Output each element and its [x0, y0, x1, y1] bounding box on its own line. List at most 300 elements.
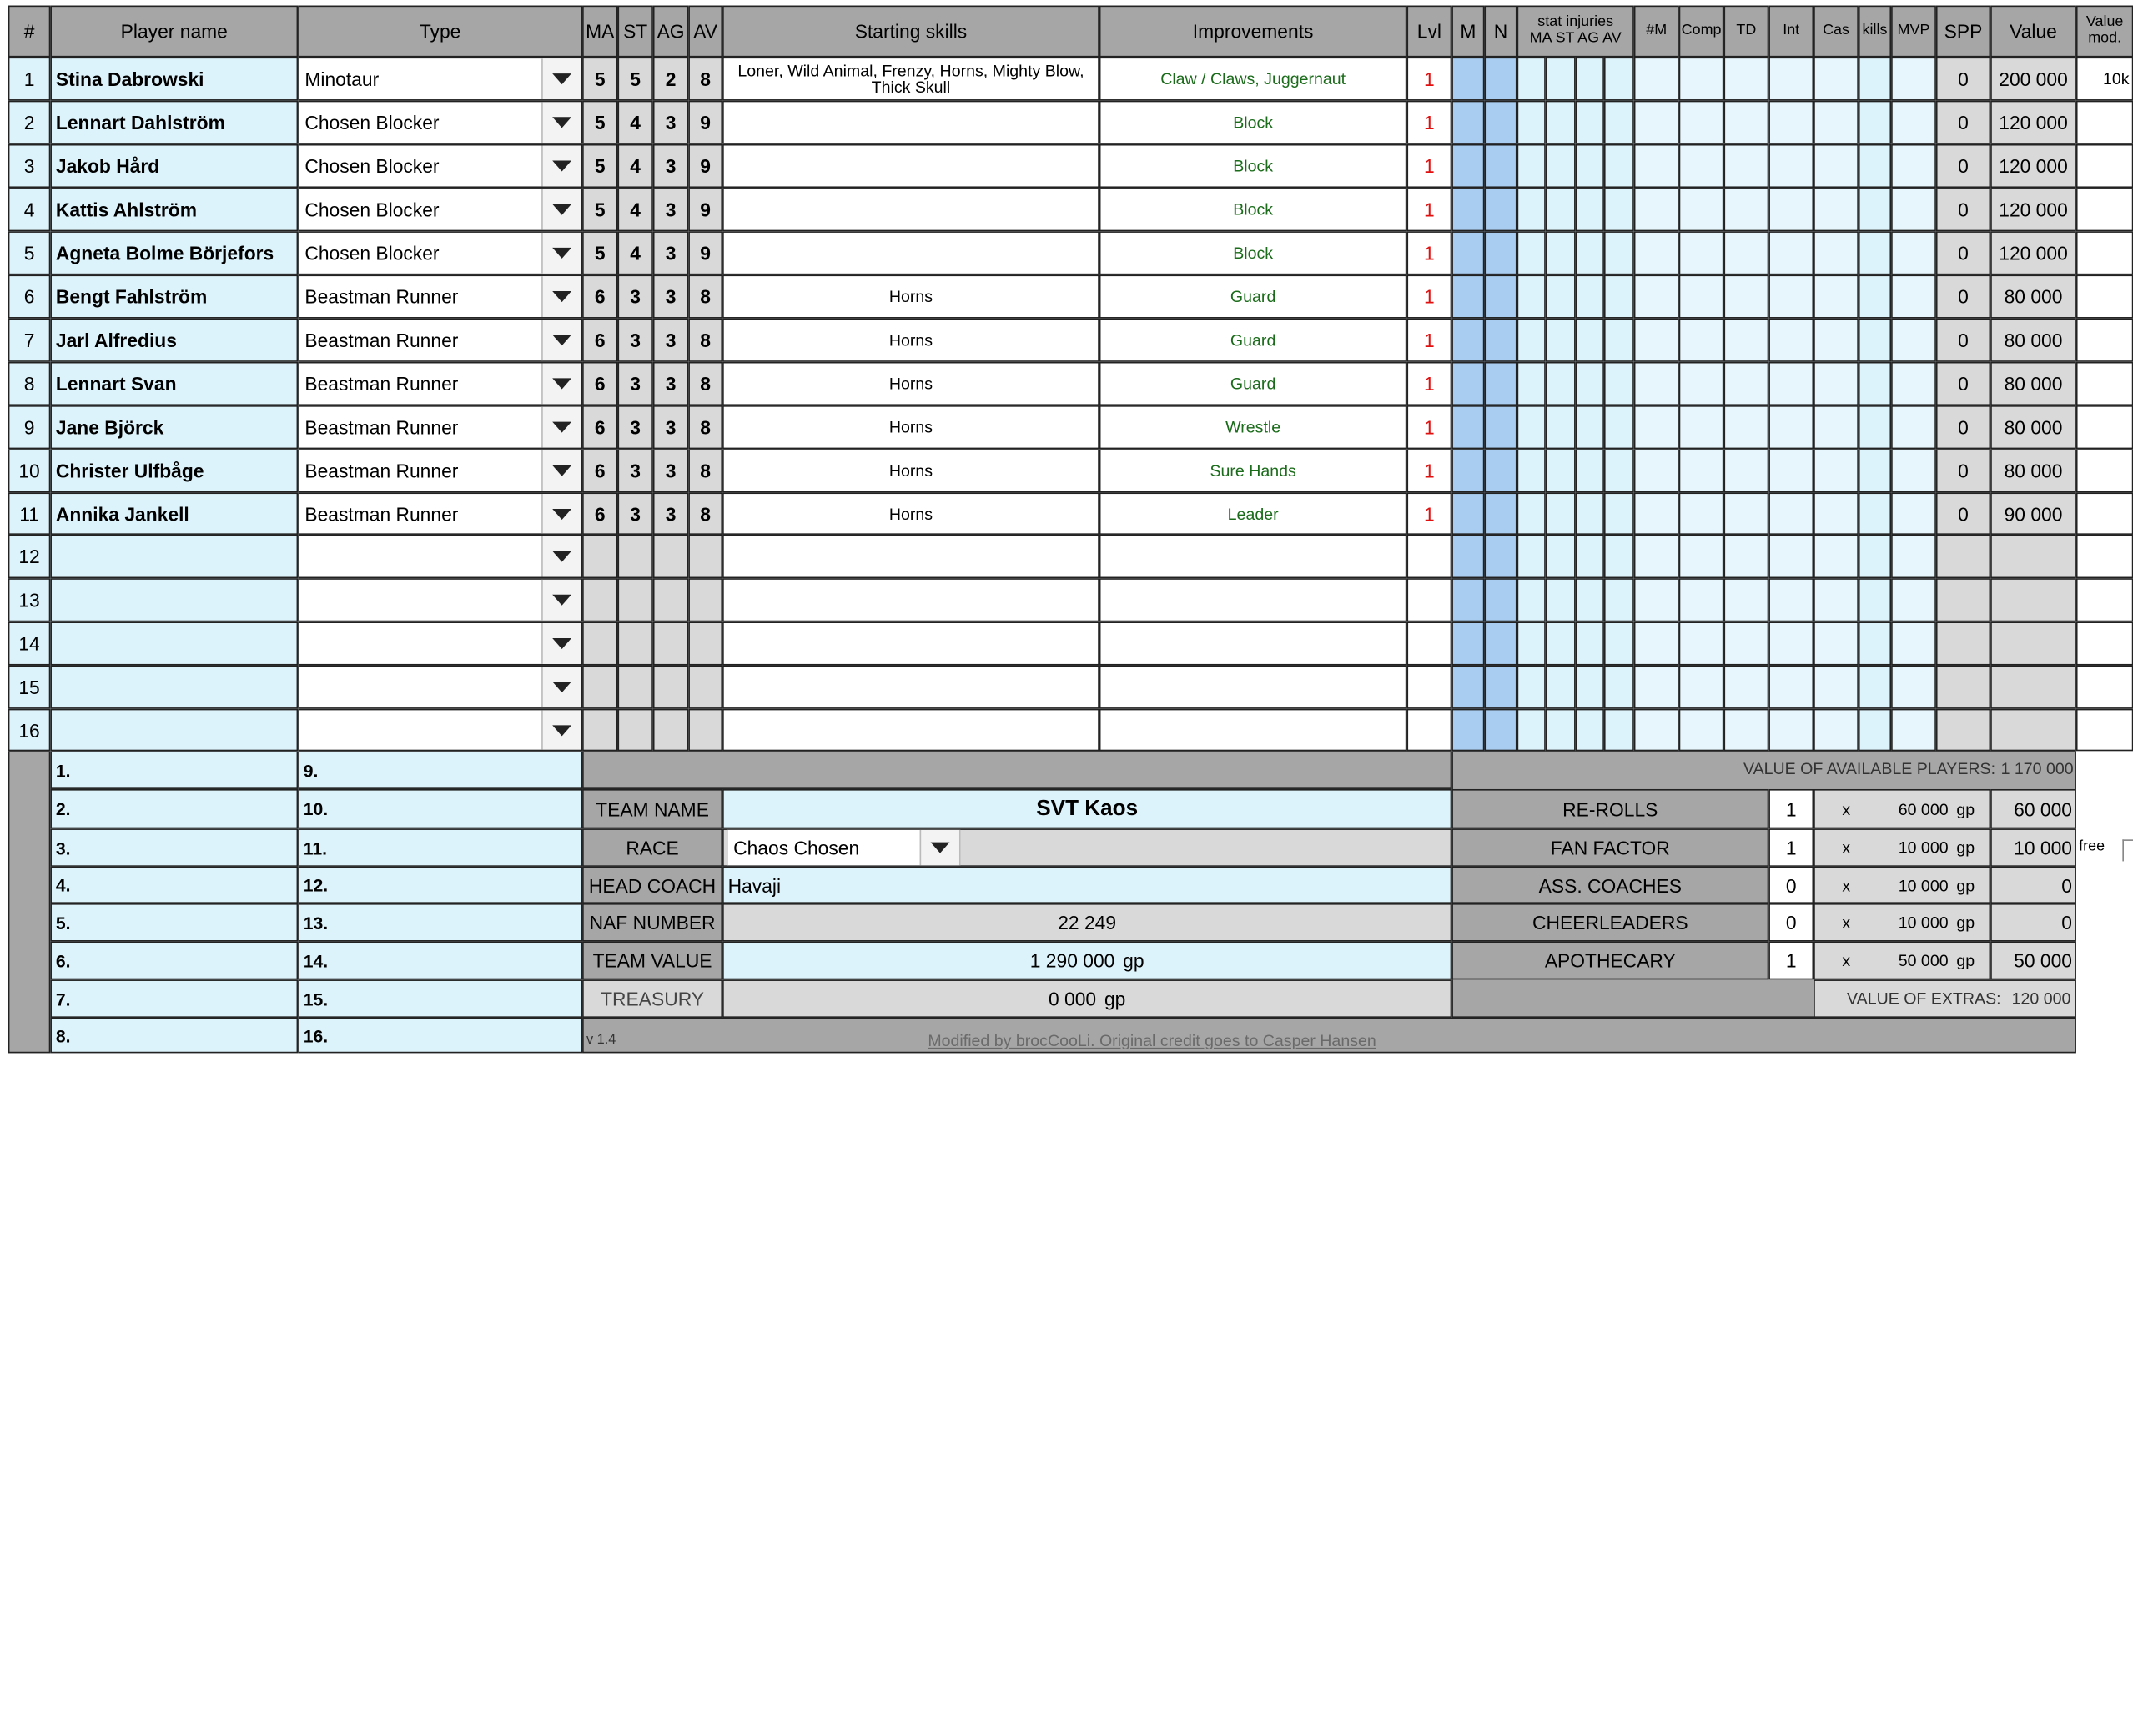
player-num-m[interactable] [1634, 621, 1679, 665]
player-injury-ag[interactable] [1576, 535, 1604, 578]
player-n[interactable] [1484, 492, 1517, 535]
player-td[interactable] [1723, 709, 1768, 752]
note-line-left[interactable]: 5. [50, 903, 298, 942]
player-int[interactable] [1768, 535, 1814, 578]
player-value-mod[interactable] [2076, 319, 2133, 362]
player-num-m[interactable] [1634, 535, 1679, 578]
extra-qty-input[interactable]: 1 [1768, 828, 1814, 867]
player-kills[interactable] [1859, 362, 1891, 405]
player-value-mod[interactable] [2076, 449, 2133, 492]
player-td[interactable] [1723, 188, 1768, 231]
player-type-select[interactable] [298, 405, 582, 449]
player-m[interactable] [1451, 58, 1484, 101]
player-m[interactable] [1451, 405, 1484, 449]
player-injury-ma[interactable] [1517, 492, 1546, 535]
player-injury-av[interactable] [1604, 492, 1634, 535]
player-injury-ag[interactable] [1576, 144, 1604, 188]
player-cas[interactable] [1814, 709, 1859, 752]
chevron-down-icon[interactable] [541, 189, 581, 230]
player-injury-av[interactable] [1604, 578, 1634, 621]
player-n[interactable] [1484, 231, 1517, 274]
player-value-mod[interactable] [2076, 231, 2133, 274]
chevron-down-icon[interactable] [541, 407, 581, 448]
player-td[interactable] [1723, 231, 1768, 274]
player-num-m[interactable] [1634, 362, 1679, 405]
player-name[interactable] [50, 274, 298, 318]
chevron-down-icon[interactable] [541, 276, 581, 317]
player-injury-st[interactable] [1546, 144, 1576, 188]
player-kills[interactable] [1859, 274, 1891, 318]
player-td[interactable] [1723, 666, 1768, 709]
player-cas[interactable] [1814, 405, 1859, 449]
note-line-right[interactable]: 14. [298, 942, 582, 980]
player-injury-av[interactable] [1604, 449, 1634, 492]
player-injury-st[interactable] [1546, 101, 1576, 144]
player-num-m[interactable] [1634, 709, 1679, 752]
player-type-select[interactable] [298, 449, 582, 492]
player-comp[interactable] [1679, 319, 1724, 362]
player-comp[interactable] [1679, 405, 1724, 449]
player-name[interactable] [50, 666, 298, 709]
player-n[interactable] [1484, 709, 1517, 752]
player-injury-st[interactable] [1546, 231, 1576, 274]
chevron-down-icon[interactable] [541, 494, 581, 533]
player-value-mod[interactable] [2076, 709, 2133, 752]
player-td[interactable] [1723, 319, 1768, 362]
player-cas[interactable] [1814, 144, 1859, 188]
player-comp[interactable] [1679, 58, 1724, 101]
chevron-down-icon[interactable] [541, 450, 581, 491]
player-mvp[interactable] [1891, 449, 1936, 492]
player-type-select[interactable] [298, 666, 582, 709]
player-injury-ag[interactable] [1576, 666, 1604, 709]
player-comp[interactable] [1679, 535, 1724, 578]
player-injury-ma[interactable] [1517, 709, 1546, 752]
player-comp[interactable] [1679, 188, 1724, 231]
player-injury-av[interactable] [1604, 405, 1634, 449]
note-line-left[interactable]: 8. [50, 1018, 298, 1053]
player-comp[interactable] [1679, 144, 1724, 188]
player-num-m[interactable] [1634, 319, 1679, 362]
player-injury-ma[interactable] [1517, 144, 1546, 188]
player-type-select[interactable] [298, 144, 582, 188]
player-td[interactable] [1723, 535, 1768, 578]
player-injury-st[interactable] [1546, 578, 1576, 621]
note-line-left[interactable]: 4. [50, 867, 298, 903]
player-m[interactable] [1451, 188, 1484, 231]
player-num-m[interactable] [1634, 666, 1679, 709]
player-n[interactable] [1484, 58, 1517, 101]
player-td[interactable] [1723, 274, 1768, 318]
player-num-m[interactable] [1634, 231, 1679, 274]
chevron-down-icon[interactable] [541, 536, 581, 577]
extra-qty-input[interactable]: 1 [1768, 789, 1814, 828]
player-value-mod[interactable] [2076, 188, 2133, 231]
team-name-field[interactable]: SVT Kaos [722, 789, 1451, 828]
player-injury-av[interactable] [1604, 144, 1634, 188]
player-injury-st[interactable] [1546, 449, 1576, 492]
player-n[interactable] [1484, 188, 1517, 231]
free-checkbox[interactable] [2122, 839, 2133, 861]
player-n[interactable] [1484, 274, 1517, 318]
player-injury-st[interactable] [1546, 362, 1576, 405]
player-td[interactable] [1723, 492, 1768, 535]
player-injury-ma[interactable] [1517, 666, 1546, 709]
player-injury-ag[interactable] [1576, 274, 1604, 318]
player-name[interactable] [50, 58, 298, 101]
note-line-left[interactable]: 7. [50, 979, 298, 1018]
player-injury-av[interactable] [1604, 188, 1634, 231]
player-int[interactable] [1768, 709, 1814, 752]
player-mvp[interactable] [1891, 492, 1936, 535]
player-mvp[interactable] [1891, 621, 1936, 665]
player-name[interactable] [50, 535, 298, 578]
player-n[interactable] [1484, 666, 1517, 709]
player-mvp[interactable] [1891, 405, 1936, 449]
note-line-right[interactable]: 12. [298, 867, 582, 903]
head-coach-field[interactable]: Havaji [722, 867, 1451, 903]
player-m[interactable] [1451, 274, 1484, 318]
player-injury-st[interactable] [1546, 621, 1576, 665]
note-line-right[interactable]: 10. [298, 789, 582, 828]
player-name[interactable] [50, 709, 298, 752]
player-cas[interactable] [1814, 231, 1859, 274]
player-m[interactable] [1451, 449, 1484, 492]
player-int[interactable] [1768, 231, 1814, 274]
player-kills[interactable] [1859, 621, 1891, 665]
player-comp[interactable] [1679, 666, 1724, 709]
player-num-m[interactable] [1634, 188, 1679, 231]
player-mvp[interactable] [1891, 319, 1936, 362]
player-td[interactable] [1723, 405, 1768, 449]
player-m[interactable] [1451, 231, 1484, 274]
player-injury-av[interactable] [1604, 58, 1634, 101]
player-mvp[interactable] [1891, 144, 1936, 188]
player-cas[interactable] [1814, 578, 1859, 621]
player-kills[interactable] [1859, 231, 1891, 274]
player-injury-st[interactable] [1546, 319, 1576, 362]
player-td[interactable] [1723, 449, 1768, 492]
player-td[interactable] [1723, 578, 1768, 621]
chevron-down-icon[interactable] [541, 146, 581, 187]
player-comp[interactable] [1679, 231, 1724, 274]
extra-qty-input[interactable]: 1 [1768, 942, 1814, 980]
player-injury-ag[interactable] [1576, 578, 1604, 621]
player-value-mod[interactable] [2076, 535, 2133, 578]
player-value-mod[interactable] [2076, 492, 2133, 535]
player-injury-av[interactable] [1604, 319, 1634, 362]
player-injury-st[interactable] [1546, 709, 1576, 752]
player-comp[interactable] [1679, 274, 1724, 318]
player-int[interactable] [1768, 274, 1814, 318]
player-m[interactable] [1451, 621, 1484, 665]
note-line-right[interactable]: 13. [298, 903, 582, 942]
player-name[interactable] [50, 101, 298, 144]
player-type-select[interactable] [298, 231, 582, 274]
note-line-left[interactable]: 1. [50, 751, 298, 789]
player-injury-ag[interactable] [1576, 58, 1604, 101]
player-int[interactable] [1768, 58, 1814, 101]
player-int[interactable] [1768, 144, 1814, 188]
chevron-down-icon[interactable] [541, 320, 581, 360]
player-cas[interactable] [1814, 58, 1859, 101]
player-injury-st[interactable] [1546, 666, 1576, 709]
player-int[interactable] [1768, 449, 1814, 492]
note-line-left[interactable]: 3. [50, 828, 298, 867]
player-injury-ma[interactable] [1517, 535, 1546, 578]
player-num-m[interactable] [1634, 449, 1679, 492]
player-mvp[interactable] [1891, 101, 1936, 144]
player-n[interactable] [1484, 449, 1517, 492]
player-int[interactable] [1768, 362, 1814, 405]
player-value-mod[interactable] [2076, 578, 2133, 621]
player-num-m[interactable] [1634, 492, 1679, 535]
player-mvp[interactable] [1891, 58, 1936, 101]
player-cas[interactable] [1814, 274, 1859, 318]
player-kills[interactable] [1859, 58, 1891, 101]
player-comp[interactable] [1679, 492, 1724, 535]
player-int[interactable] [1768, 578, 1814, 621]
player-type-select[interactable] [298, 188, 582, 231]
player-kills[interactable] [1859, 709, 1891, 752]
player-value-mod[interactable] [2076, 666, 2133, 709]
player-int[interactable] [1768, 405, 1814, 449]
player-cas[interactable] [1814, 621, 1859, 665]
player-injury-av[interactable] [1604, 709, 1634, 752]
chevron-down-icon[interactable] [541, 623, 581, 664]
player-injury-st[interactable] [1546, 405, 1576, 449]
player-type-select[interactable] [298, 362, 582, 405]
naf-number-field[interactable]: 22 249 [722, 903, 1451, 942]
player-injury-av[interactable] [1604, 621, 1634, 665]
player-injury-ag[interactable] [1576, 621, 1604, 665]
player-mvp[interactable] [1891, 362, 1936, 405]
player-n[interactable] [1484, 362, 1517, 405]
player-injury-ma[interactable] [1517, 578, 1546, 621]
player-num-m[interactable] [1634, 58, 1679, 101]
chevron-down-icon[interactable] [541, 580, 581, 621]
player-kills[interactable] [1859, 449, 1891, 492]
player-cas[interactable] [1814, 362, 1859, 405]
player-injury-st[interactable] [1546, 535, 1576, 578]
player-kills[interactable] [1859, 405, 1891, 449]
player-injury-st[interactable] [1546, 274, 1576, 318]
player-kills[interactable] [1859, 319, 1891, 362]
player-injury-ma[interactable] [1517, 362, 1546, 405]
player-num-m[interactable] [1634, 101, 1679, 144]
player-num-m[interactable] [1634, 274, 1679, 318]
player-injury-av[interactable] [1604, 101, 1634, 144]
player-m[interactable] [1451, 144, 1484, 188]
player-injury-ma[interactable] [1517, 231, 1546, 274]
chevron-down-icon[interactable] [541, 102, 581, 143]
player-injury-ma[interactable] [1517, 405, 1546, 449]
chevron-down-icon[interactable] [541, 667, 581, 707]
player-injury-ag[interactable] [1576, 405, 1604, 449]
player-int[interactable] [1768, 666, 1814, 709]
player-injury-av[interactable] [1604, 535, 1634, 578]
player-comp[interactable] [1679, 362, 1724, 405]
player-name[interactable] [50, 144, 298, 188]
chevron-down-icon[interactable] [541, 58, 581, 99]
player-type-select[interactable] [298, 709, 582, 752]
player-type-select[interactable] [298, 492, 582, 535]
player-cas[interactable] [1814, 666, 1859, 709]
player-type-select[interactable] [298, 274, 582, 318]
player-int[interactable] [1768, 621, 1814, 665]
player-n[interactable] [1484, 144, 1517, 188]
player-type-select[interactable] [298, 578, 582, 621]
player-injury-ag[interactable] [1576, 231, 1604, 274]
player-int[interactable] [1768, 492, 1814, 535]
note-line-left[interactable]: 2. [50, 789, 298, 828]
race-select[interactable] [727, 828, 961, 867]
chevron-down-icon[interactable] [541, 710, 581, 749]
note-line-right[interactable]: 15. [298, 979, 582, 1018]
player-m[interactable] [1451, 362, 1484, 405]
player-num-m[interactable] [1634, 578, 1679, 621]
chevron-down-icon[interactable] [541, 233, 581, 274]
player-name[interactable] [50, 449, 298, 492]
player-injury-av[interactable] [1604, 362, 1634, 405]
player-injury-ag[interactable] [1576, 101, 1604, 144]
player-type-select[interactable] [298, 621, 582, 665]
player-int[interactable] [1768, 101, 1814, 144]
player-injury-ag[interactable] [1576, 449, 1604, 492]
player-m[interactable] [1451, 709, 1484, 752]
player-injury-st[interactable] [1546, 492, 1576, 535]
player-mvp[interactable] [1891, 578, 1936, 621]
player-injury-ag[interactable] [1576, 362, 1604, 405]
player-mvp[interactable] [1891, 274, 1936, 318]
player-mvp[interactable] [1891, 709, 1936, 752]
player-kills[interactable] [1859, 188, 1891, 231]
player-td[interactable] [1723, 621, 1768, 665]
player-kills[interactable] [1859, 535, 1891, 578]
player-type-select[interactable] [298, 58, 582, 101]
player-mvp[interactable] [1891, 666, 1936, 709]
player-value-mod[interactable] [2076, 362, 2133, 405]
player-comp[interactable] [1679, 101, 1724, 144]
player-injury-av[interactable] [1604, 666, 1634, 709]
player-injury-ma[interactable] [1517, 621, 1546, 665]
player-injury-ma[interactable] [1517, 319, 1546, 362]
player-name[interactable] [50, 319, 298, 362]
player-cas[interactable] [1814, 449, 1859, 492]
player-name[interactable] [50, 578, 298, 621]
player-injury-av[interactable] [1604, 231, 1634, 274]
player-td[interactable] [1723, 362, 1768, 405]
extra-qty-input[interactable]: 0 [1768, 867, 1814, 903]
player-m[interactable] [1451, 492, 1484, 535]
player-type-select[interactable] [298, 101, 582, 144]
player-injury-st[interactable] [1546, 188, 1576, 231]
player-comp[interactable] [1679, 709, 1724, 752]
player-mvp[interactable] [1891, 188, 1936, 231]
player-value-mod[interactable] [2076, 144, 2133, 188]
player-n[interactable] [1484, 405, 1517, 449]
player-injury-st[interactable] [1546, 58, 1576, 101]
player-cas[interactable] [1814, 535, 1859, 578]
player-injury-ag[interactable] [1576, 319, 1604, 362]
player-injury-ag[interactable] [1576, 709, 1604, 752]
note-line-right[interactable]: 16. [298, 1018, 582, 1053]
player-value-mod[interactable] [2076, 274, 2133, 318]
player-injury-ma[interactable] [1517, 101, 1546, 144]
player-td[interactable] [1723, 144, 1768, 188]
player-value-mod[interactable] [2076, 58, 2133, 101]
player-value-mod[interactable] [2076, 405, 2133, 449]
player-injury-ma[interactable] [1517, 58, 1546, 101]
player-name[interactable] [50, 492, 298, 535]
player-kills[interactable] [1859, 492, 1891, 535]
note-line-right[interactable]: 9. [298, 751, 582, 789]
player-m[interactable] [1451, 578, 1484, 621]
player-n[interactable] [1484, 101, 1517, 144]
player-td[interactable] [1723, 101, 1768, 144]
player-comp[interactable] [1679, 449, 1724, 492]
credit-link[interactable]: Modified by brocCooLi. Original credit goes to Casper Hansen [928, 1031, 1376, 1051]
player-cas[interactable] [1814, 319, 1859, 362]
extra-qty-input[interactable]: 0 [1768, 903, 1814, 942]
player-kills[interactable] [1859, 101, 1891, 144]
player-m[interactable] [1451, 101, 1484, 144]
chevron-down-icon[interactable] [541, 363, 581, 404]
player-type-select[interactable] [298, 319, 582, 362]
player-td[interactable] [1723, 58, 1768, 101]
player-injury-ma[interactable] [1517, 274, 1546, 318]
note-line-right[interactable]: 11. [298, 828, 582, 867]
player-kills[interactable] [1859, 578, 1891, 621]
player-value-mod[interactable] [2076, 621, 2133, 665]
player-n[interactable] [1484, 578, 1517, 621]
player-value-mod[interactable] [2076, 101, 2133, 144]
player-mvp[interactable] [1891, 231, 1936, 274]
player-name[interactable] [50, 188, 298, 231]
player-n[interactable] [1484, 319, 1517, 362]
player-injury-ma[interactable] [1517, 188, 1546, 231]
player-kills[interactable] [1859, 144, 1891, 188]
note-line-left[interactable]: 6. [50, 942, 298, 980]
player-num-m[interactable] [1634, 405, 1679, 449]
player-n[interactable] [1484, 535, 1517, 578]
player-name[interactable] [50, 621, 298, 665]
player-comp[interactable] [1679, 578, 1724, 621]
player-m[interactable] [1451, 319, 1484, 362]
player-mvp[interactable] [1891, 535, 1936, 578]
player-type-select[interactable] [298, 535, 582, 578]
player-injury-ag[interactable] [1576, 188, 1604, 231]
player-cas[interactable] [1814, 188, 1859, 231]
player-injury-ma[interactable] [1517, 449, 1546, 492]
player-name[interactable] [50, 405, 298, 449]
player-cas[interactable] [1814, 492, 1859, 535]
player-m[interactable] [1451, 666, 1484, 709]
player-num-m[interactable] [1634, 144, 1679, 188]
player-injury-ag[interactable] [1576, 492, 1604, 535]
player-m[interactable] [1451, 535, 1484, 578]
player-int[interactable] [1768, 319, 1814, 362]
player-name[interactable] [50, 362, 298, 405]
player-n[interactable] [1484, 621, 1517, 665]
player-injury-av[interactable] [1604, 274, 1634, 318]
player-name[interactable] [50, 231, 298, 274]
chevron-down-icon[interactable] [920, 830, 959, 865]
player-kills[interactable] [1859, 666, 1891, 709]
player-int[interactable] [1768, 188, 1814, 231]
player-cas[interactable] [1814, 101, 1859, 144]
player-comp[interactable] [1679, 621, 1724, 665]
